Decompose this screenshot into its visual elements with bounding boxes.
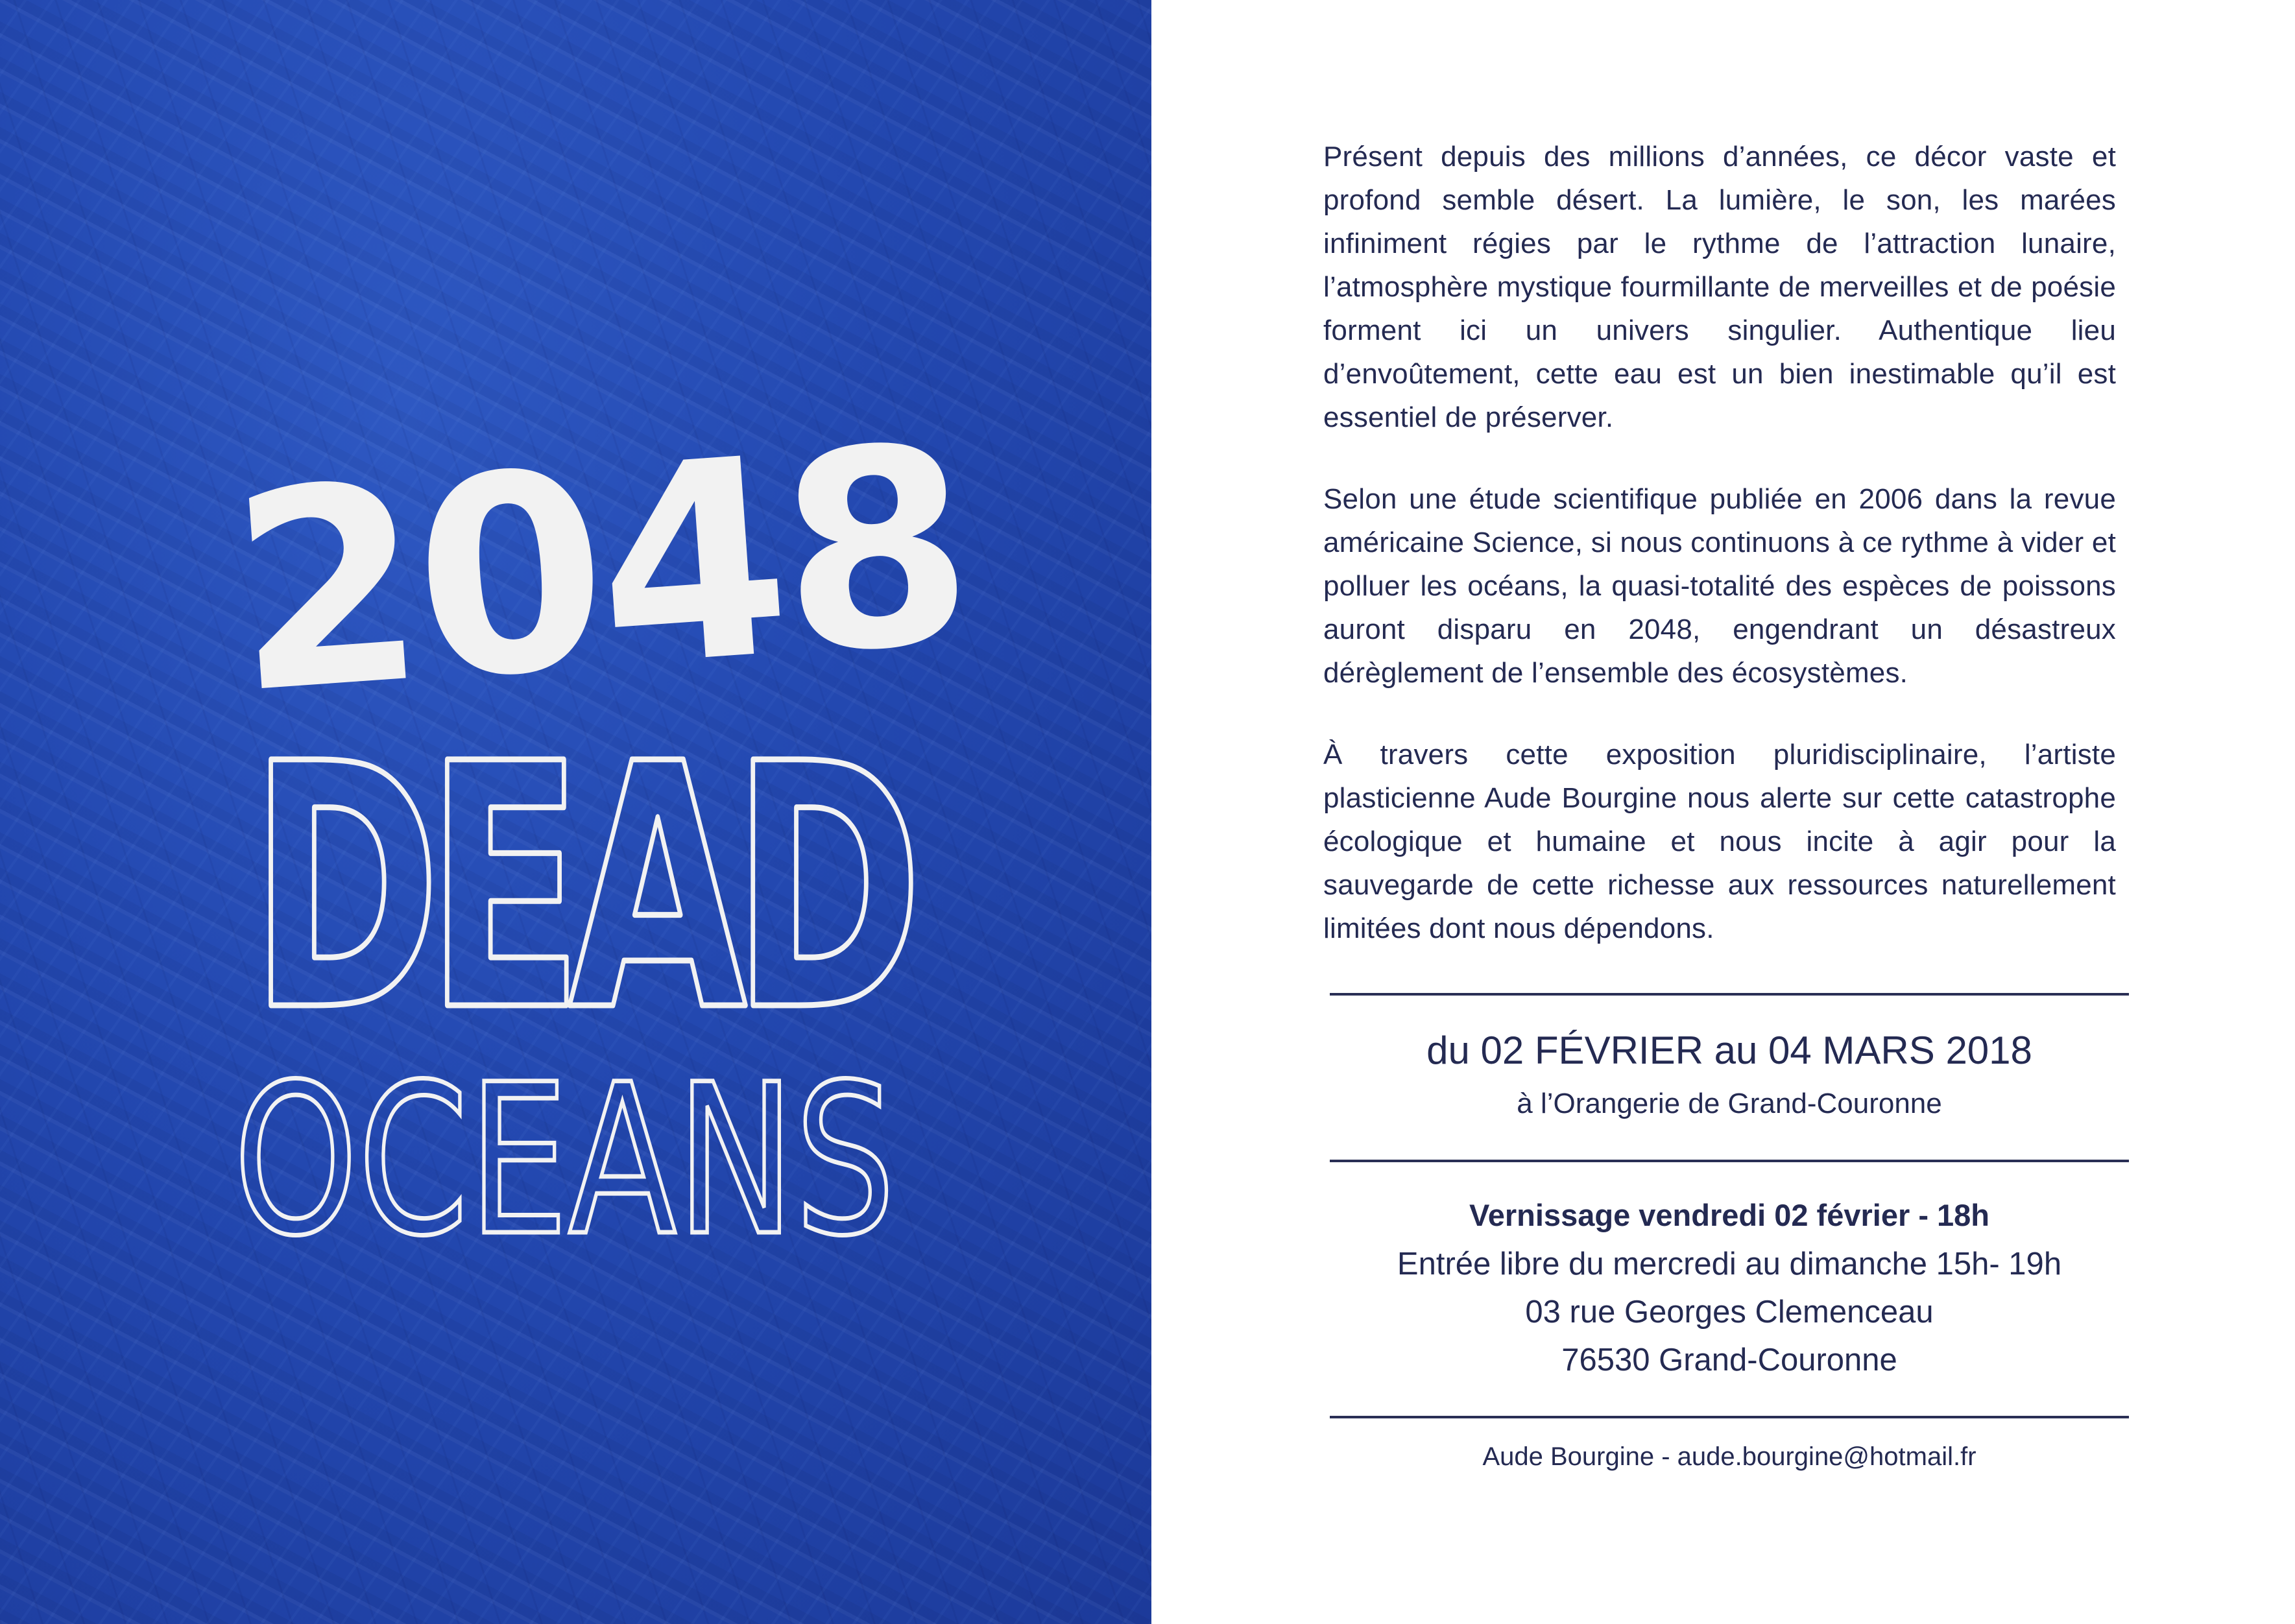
- title-dead: DEAD: [250, 692, 912, 1085]
- practical-info: [1330, 1240, 2129, 1384]
- event-venue: à l’Orangerie de Grand-Couronne: [1517, 1088, 1942, 1119]
- vernissage-info: Vernissage vendredi 02 février - 18h: [1469, 1198, 1990, 1232]
- divider-bottom: [1330, 1416, 2129, 1418]
- description-paragraph-1: Présent depuis des millions d’années, ce décor vaste et profond semble désert. La lumière, le son, les marées infiniment régies par le rythme de l’attraction lunaire, l’atmosphère mystique fourmillante de merveilles et de poésie forment ici un univers singulier. Authentique lieu d’envoûtement, cette eau est un bien inestimable qu’il est essentiel de préserver.: [1323, 141, 2116, 433]
- artist-contact: Aude Bourgine - aude.bourgine@hotmail.fr: [1482, 1442, 1977, 1471]
- title-oceans: OCEANS: [234, 1040, 895, 1282]
- opening-hours: Entrée libre du mercredi au dimanche 15h- 19h: [1397, 1247, 2062, 1282]
- event-dates: du 02 FÉVRIER au 04 MARS 2018: [1426, 1029, 2032, 1072]
- description: [1323, 135, 2116, 988]
- address-city: 76530 Grand-Couronne: [1561, 1343, 1897, 1378]
- description-paragraph-2: Selon une étude scientifique publiée en 2006 dans la revue américaine Science, si nous continuons à ce rythme à vider et polluer les océans, la quasi-totalité des espèces de poissons auront disparu en 2048, engendrant un désastreux dérèglement de l’ensemble des écosystèmes.: [1323, 483, 2116, 689]
- description-paragraph-3: À travers cette exposition pluridisciplinaire, l’artiste plasticienne Aude Bourgine nous alerte sur cette catastrophe écologique et humaine et nous incite à agir pour la sauvegarde de cette richesse aux ressources naturellement limitées dont nous dépendons.: [1323, 739, 2116, 944]
- title-year-text: 2048: [222, 387, 976, 755]
- divider-middle: [1330, 1160, 2129, 1162]
- divider-top: [1330, 993, 2129, 996]
- address-street: 03 rue Georges Clemenceau: [1525, 1295, 1934, 1330]
